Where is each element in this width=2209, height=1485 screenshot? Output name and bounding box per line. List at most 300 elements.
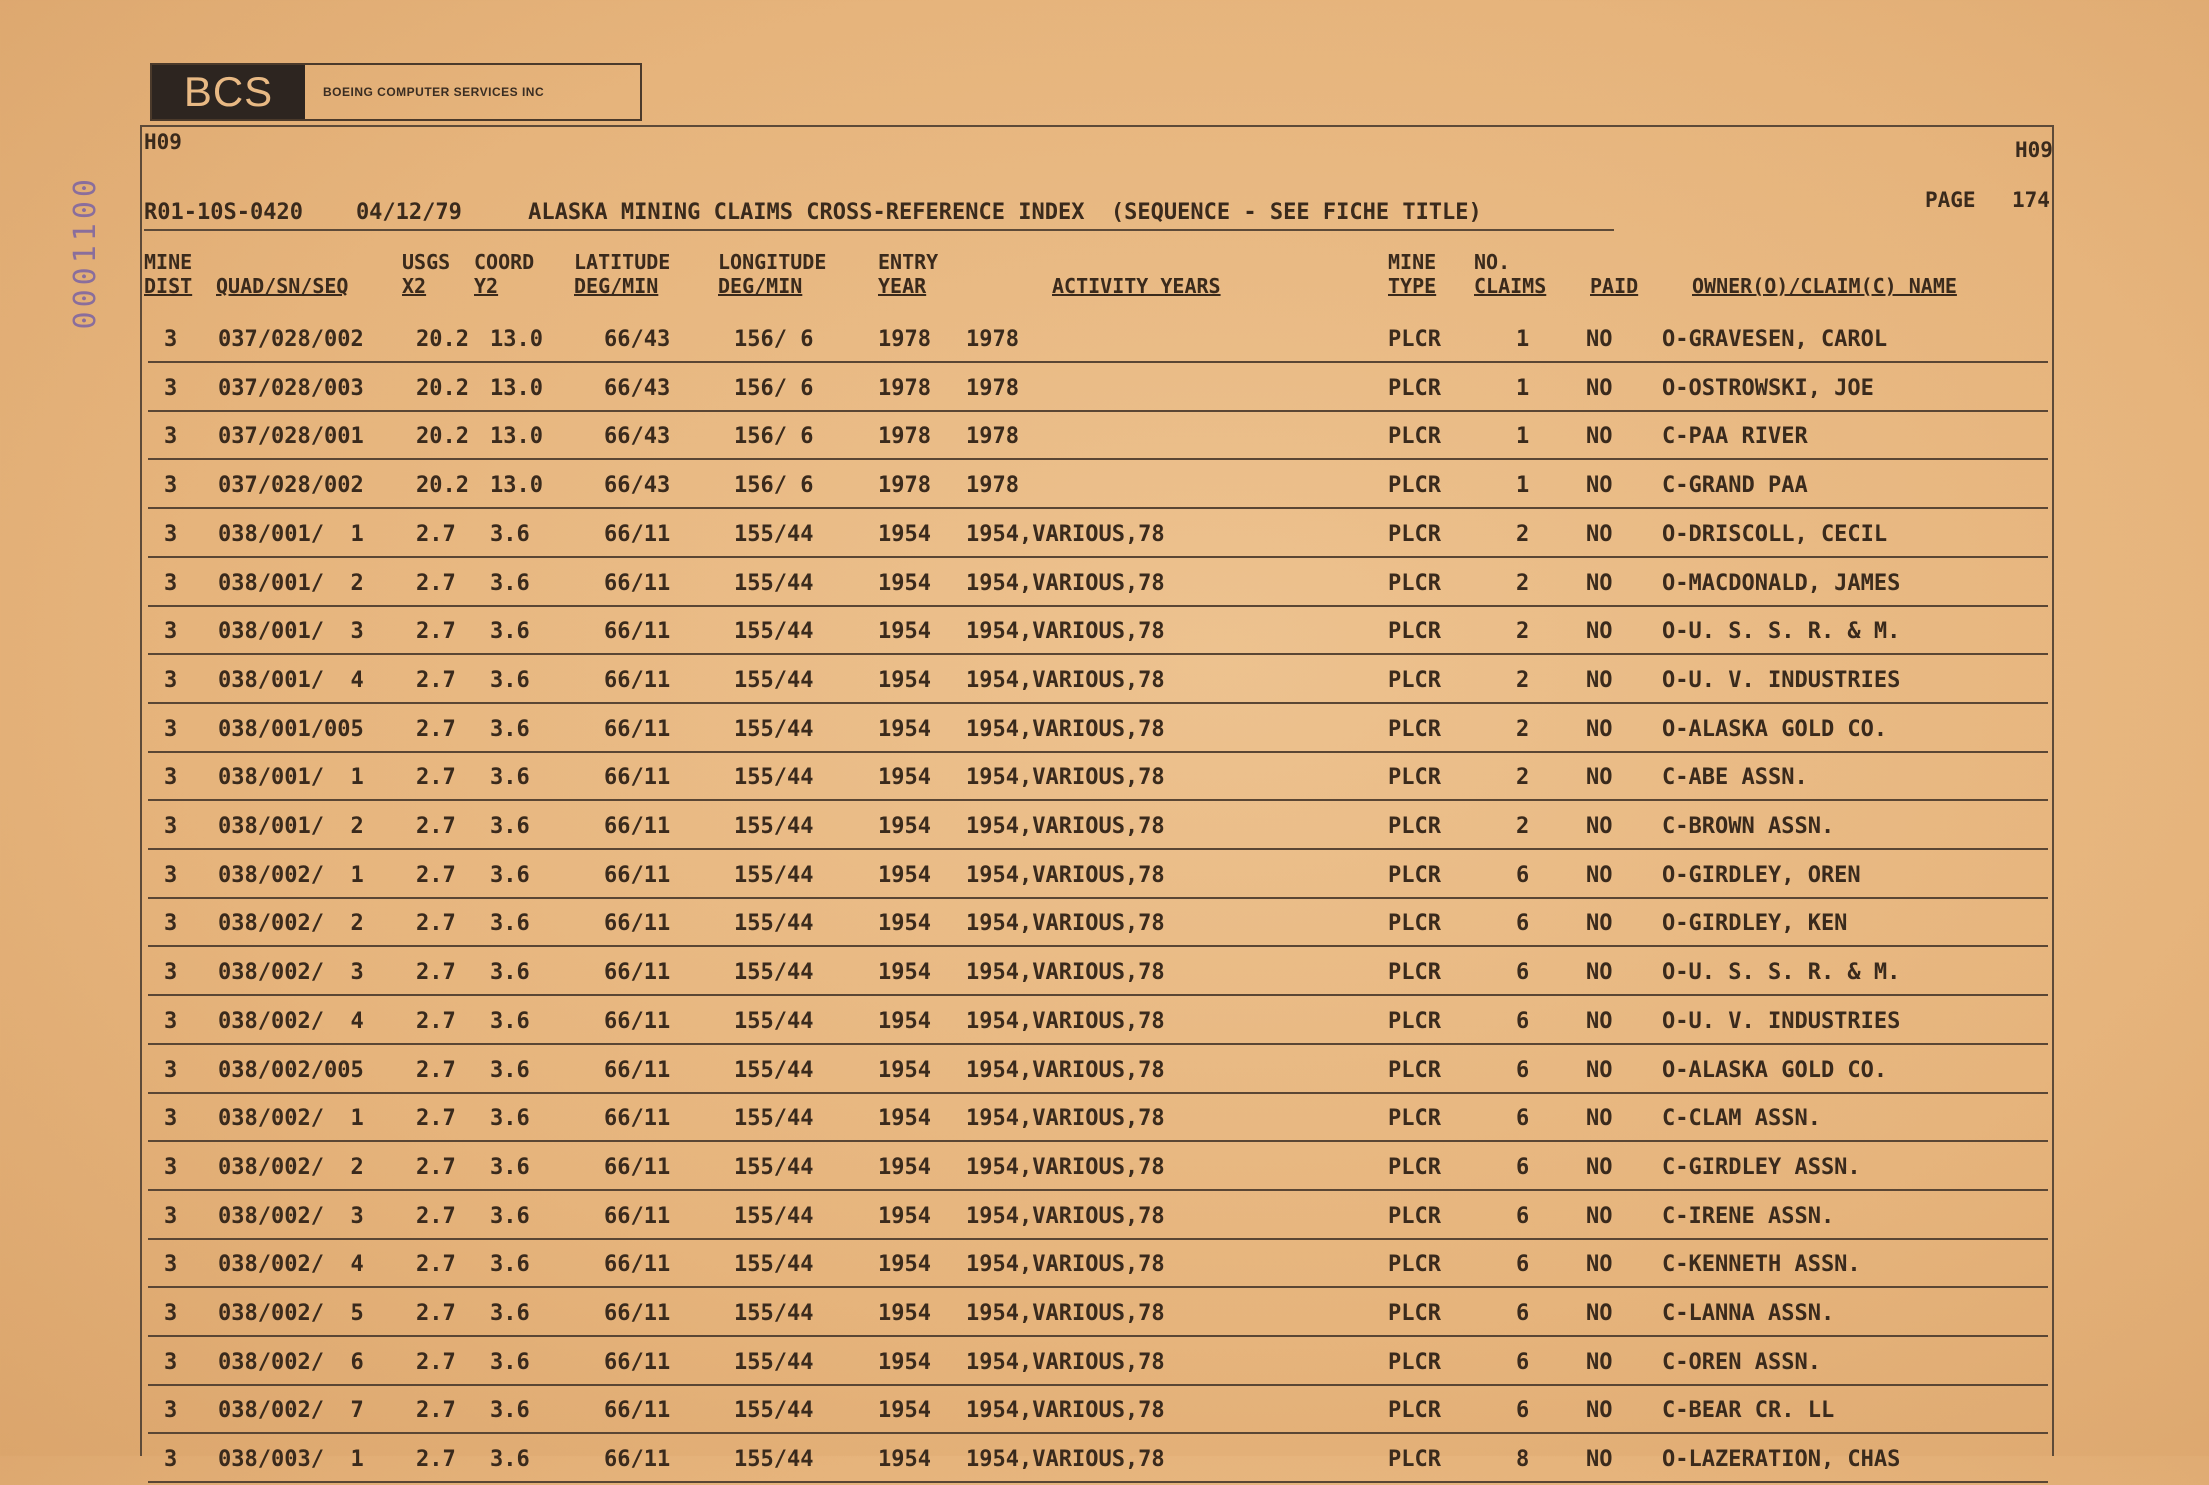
cell-entry: 1954	[878, 1252, 931, 1277]
table-row	[140, 1145, 2054, 1193]
table-row	[140, 950, 2054, 998]
cell-dist: 3	[164, 960, 178, 985]
cell-quad: 037/028/003	[218, 376, 364, 401]
col-head-lon: LONGITUDE DEG/MIN	[718, 250, 827, 298]
cell-activity: 1978	[966, 327, 1019, 352]
cell-dist: 3	[164, 1350, 178, 1375]
cell-x2: 2.7	[416, 863, 456, 888]
page-code-left: H09	[144, 130, 182, 154]
cell-quad: 038/002/ 1	[218, 863, 364, 888]
cell-quad: 038/002/ 4	[218, 1252, 364, 1277]
cell-entry: 1954	[878, 1447, 931, 1472]
cell-lon: 155/44	[734, 1106, 814, 1131]
table-row	[140, 853, 2054, 901]
col-head-paid: PAID	[1590, 274, 1639, 298]
cell-type: PLCR	[1388, 473, 1441, 498]
cell-activity: 1954,VARIOUS,78	[966, 717, 1165, 742]
cell-lon: 155/44	[734, 1155, 814, 1180]
cell-x2: 2.7	[416, 619, 456, 644]
cell-x2: 2.7	[416, 960, 456, 985]
cell-lat: 66/11	[604, 1106, 671, 1131]
cell-dist: 3	[164, 1106, 178, 1131]
cell-x2: 20.2	[416, 424, 469, 449]
cell-activity: 1954,VARIOUS,78	[966, 1350, 1165, 1375]
cell-y2: 3.6	[490, 668, 530, 693]
cell-lat: 66/11	[604, 619, 671, 644]
cell-owner: C-BROWN ASSN.	[1662, 814, 1835, 839]
cell-lat: 66/43	[604, 473, 671, 498]
cell-activity: 1954,VARIOUS,78	[966, 1058, 1165, 1083]
cell-lat: 66/11	[604, 1350, 671, 1375]
cell-activity: 1954,VARIOUS,78	[966, 619, 1165, 644]
cell-claims: 6	[1516, 863, 1530, 888]
cell-type: PLCR	[1388, 1058, 1441, 1083]
cell-type: PLCR	[1388, 863, 1441, 888]
cell-dist: 3	[164, 717, 178, 742]
cell-x2: 2.7	[416, 1252, 456, 1277]
cell-owner: C-OREN ASSN.	[1662, 1350, 1821, 1375]
cell-y2: 3.6	[490, 571, 530, 596]
table-row	[140, 804, 2054, 852]
cell-x2: 20.2	[416, 376, 469, 401]
cell-activity: 1954,VARIOUS,78	[966, 1447, 1165, 1472]
cell-type: PLCR	[1388, 376, 1441, 401]
cell-x2: 2.7	[416, 1009, 456, 1034]
cell-lon: 155/44	[734, 1252, 814, 1277]
cell-lon: 155/44	[734, 911, 814, 936]
cell-dist: 3	[164, 1447, 178, 1472]
table-row	[140, 512, 2054, 560]
row-divider	[148, 945, 2048, 947]
cell-entry: 1954	[878, 1009, 931, 1034]
cell-lon: 156/ 6	[734, 376, 814, 401]
cell-lon: 156/ 6	[734, 424, 814, 449]
col-head-lat: LATITUDE DEG/MIN	[574, 250, 671, 298]
cell-entry: 1954	[878, 1301, 931, 1326]
cell-paid: NO	[1586, 765, 1613, 790]
cell-type: PLCR	[1388, 1447, 1441, 1472]
cell-owner: C-IRENE ASSN.	[1662, 1204, 1835, 1229]
table-row	[140, 609, 2054, 657]
cell-owner: O-GIRDLEY, KEN	[1662, 911, 1848, 936]
cell-quad: 038/002/ 3	[218, 960, 364, 985]
cell-type: PLCR	[1388, 619, 1441, 644]
cell-lat: 66/11	[604, 717, 671, 742]
cell-lon: 155/44	[734, 1350, 814, 1375]
cell-lat: 66/11	[604, 911, 671, 936]
table-row	[140, 1437, 2054, 1485]
cell-type: PLCR	[1388, 814, 1441, 839]
cell-owner: O-GRAVESEN, CAROL	[1662, 327, 1888, 352]
cell-claims: 6	[1516, 1106, 1530, 1131]
title-rule	[144, 229, 1614, 231]
cell-lon: 155/44	[734, 1301, 814, 1326]
cell-entry: 1954	[878, 765, 931, 790]
cell-quad: 037/028/002	[218, 473, 364, 498]
cell-y2: 3.6	[490, 1009, 530, 1034]
cell-owner: O-LAZERATION, CHAS	[1662, 1447, 1901, 1472]
cell-owner: C-GRAND PAA	[1662, 473, 1808, 498]
cell-y2: 3.6	[490, 1350, 530, 1375]
cell-owner: C-ABE ASSN.	[1662, 765, 1808, 790]
cell-paid: NO	[1586, 1009, 1613, 1034]
cell-type: PLCR	[1388, 1350, 1441, 1375]
bcs-logo-subtitle: BOEING COMPUTER SERVICES INC	[323, 85, 545, 99]
row-divider	[148, 361, 2048, 363]
cell-lon: 155/44	[734, 1398, 814, 1423]
table-row	[140, 658, 2054, 706]
cell-owner: O-OSTROWSKI, JOE	[1662, 376, 1874, 401]
cell-activity: 1954,VARIOUS,78	[966, 1106, 1165, 1131]
cell-lat: 66/11	[604, 1155, 671, 1180]
row-divider	[148, 897, 2048, 899]
cell-lat: 66/11	[604, 1447, 671, 1472]
cell-paid: NO	[1586, 1155, 1613, 1180]
row-divider	[148, 848, 2048, 850]
table-row	[140, 561, 2054, 609]
col-head-dist: MINE DIST	[144, 250, 193, 298]
cell-quad: 038/001/ 2	[218, 814, 364, 839]
row-divider	[148, 1189, 2048, 1191]
cell-dist: 3	[164, 571, 178, 596]
cell-claims: 6	[1516, 911, 1530, 936]
cell-claims: 2	[1516, 765, 1530, 790]
cell-x2: 20.2	[416, 327, 469, 352]
cell-y2: 3.6	[490, 765, 530, 790]
cell-x2: 2.7	[416, 717, 456, 742]
report-title: ALASKA MINING CLAIMS CROSS-REFERENCE INDEX (SEQUENCE - SEE FICHE TITLE)	[528, 200, 1482, 225]
cell-lat: 66/11	[604, 571, 671, 596]
cell-claims: 6	[1516, 1204, 1530, 1229]
cell-lon: 155/44	[734, 571, 814, 596]
page-code-right: H09	[2015, 138, 2053, 162]
cell-entry: 1954	[878, 717, 931, 742]
cell-lat: 66/11	[604, 1252, 671, 1277]
col-head-y2: COORD Y2	[474, 250, 535, 298]
cell-owner: C-LANNA ASSN.	[1662, 1301, 1835, 1326]
cell-claims: 6	[1516, 1301, 1530, 1326]
cell-y2: 3.6	[490, 1252, 530, 1277]
cell-lon: 155/44	[734, 814, 814, 839]
cell-claims: 2	[1516, 619, 1530, 644]
cell-claims: 2	[1516, 668, 1530, 693]
cell-paid: NO	[1586, 571, 1613, 596]
cell-lon: 155/44	[734, 522, 814, 547]
cell-lat: 66/43	[604, 376, 671, 401]
cell-entry: 1954	[878, 1204, 931, 1229]
cell-lon: 155/44	[734, 1009, 814, 1034]
cell-type: PLCR	[1388, 522, 1441, 547]
cell-quad: 038/003/ 1	[218, 1447, 364, 1472]
row-divider	[148, 702, 2048, 704]
row-divider	[148, 507, 2048, 509]
cell-paid: NO	[1586, 522, 1613, 547]
cell-x2: 2.7	[416, 1106, 456, 1131]
cell-claims: 2	[1516, 571, 1530, 596]
cell-y2: 3.6	[490, 863, 530, 888]
row-divider	[148, 1286, 2048, 1288]
cell-paid: NO	[1586, 1252, 1613, 1277]
row-divider	[148, 1335, 2048, 1337]
cell-paid: NO	[1586, 1350, 1613, 1375]
cell-paid: NO	[1586, 717, 1613, 742]
table-row	[140, 1194, 2054, 1242]
cell-x2: 2.7	[416, 522, 456, 547]
row-divider	[148, 653, 2048, 655]
cell-entry: 1954	[878, 619, 931, 644]
cell-activity: 1954,VARIOUS,78	[966, 1204, 1165, 1229]
cell-quad: 038/002/ 1	[218, 1106, 364, 1131]
cell-owner: O-U. S. S. R. & M.	[1662, 960, 1901, 985]
cell-paid: NO	[1586, 424, 1613, 449]
cell-activity: 1954,VARIOUS,78	[966, 814, 1165, 839]
cell-x2: 2.7	[416, 1398, 456, 1423]
cell-x2: 2.7	[416, 814, 456, 839]
cell-claims: 6	[1516, 1009, 1530, 1034]
page-label: PAGE	[1925, 188, 1976, 212]
table-row	[140, 755, 2054, 803]
cell-type: PLCR	[1388, 1009, 1441, 1034]
cell-owner: O-U. S. S. R. & M.	[1662, 619, 1901, 644]
row-divider	[148, 1481, 2048, 1483]
cell-owner: C-CLAM ASSN.	[1662, 1106, 1821, 1131]
cell-x2: 2.7	[416, 1447, 456, 1472]
cell-owner: O-MACDONALD, JAMES	[1662, 571, 1901, 596]
cell-lat: 66/11	[604, 1204, 671, 1229]
cell-activity: 1954,VARIOUS,78	[966, 1398, 1165, 1423]
cell-quad: 038/002/ 2	[218, 911, 364, 936]
cell-dist: 3	[164, 424, 178, 449]
col-head-quad: QUAD/SN/SEQ	[216, 274, 349, 298]
cell-dist: 3	[164, 863, 178, 888]
cell-y2: 3.6	[490, 814, 530, 839]
cell-quad: 038/002/ 2	[218, 1155, 364, 1180]
cell-y2: 3.6	[490, 619, 530, 644]
col-head-x2: USGS X2	[402, 250, 451, 298]
cell-type: PLCR	[1388, 668, 1441, 693]
row-divider	[148, 556, 2048, 558]
cell-type: PLCR	[1388, 717, 1441, 742]
cell-activity: 1954,VARIOUS,78	[966, 571, 1165, 596]
cell-activity: 1954,VARIOUS,78	[966, 765, 1165, 790]
cell-dist: 3	[164, 522, 178, 547]
cell-type: PLCR	[1388, 571, 1441, 596]
cell-quad: 038/002/005	[218, 1058, 364, 1083]
table-row	[140, 901, 2054, 949]
cell-paid: NO	[1586, 668, 1613, 693]
cell-quad: 038/001/ 1	[218, 522, 364, 547]
cell-claims: 2	[1516, 814, 1530, 839]
col-head-claims: NO. CLAIMS	[1474, 250, 1547, 298]
cell-claims: 6	[1516, 1155, 1530, 1180]
cell-lon: 156/ 6	[734, 473, 814, 498]
cell-dist: 3	[164, 1252, 178, 1277]
row-divider	[148, 1043, 2048, 1045]
cell-paid: NO	[1586, 814, 1613, 839]
cell-lon: 155/44	[734, 717, 814, 742]
frame-top-border	[140, 125, 2054, 127]
cell-y2: 3.6	[490, 1204, 530, 1229]
cell-quad: 038/002/ 6	[218, 1350, 364, 1375]
page-number: 174	[2012, 188, 2050, 212]
table-row	[140, 463, 2054, 511]
cell-claims: 1	[1516, 424, 1530, 449]
row-divider	[148, 458, 2048, 460]
row-divider	[148, 1092, 2048, 1094]
cell-quad: 037/028/002	[218, 327, 364, 352]
cell-y2: 3.6	[490, 960, 530, 985]
cell-type: PLCR	[1388, 1301, 1441, 1326]
cell-x2: 2.7	[416, 1204, 456, 1229]
report-header	[144, 200, 1482, 225]
table-row	[140, 414, 2054, 462]
cell-dist: 3	[164, 1155, 178, 1180]
cell-owner: C-KENNETH ASSN.	[1662, 1252, 1861, 1277]
cell-dist: 3	[164, 668, 178, 693]
cell-type: PLCR	[1388, 765, 1441, 790]
cell-activity: 1954,VARIOUS,78	[966, 911, 1165, 936]
cell-type: PLCR	[1388, 1155, 1441, 1180]
cell-entry: 1978	[878, 473, 931, 498]
table-row	[140, 317, 2054, 365]
row-divider	[148, 994, 2048, 996]
table-row	[140, 1048, 2054, 1096]
cell-y2: 13.0	[490, 327, 543, 352]
cell-x2: 2.7	[416, 1058, 456, 1083]
cell-claims: 2	[1516, 522, 1530, 547]
cell-type: PLCR	[1388, 1252, 1441, 1277]
bcs-logo	[150, 63, 642, 121]
cell-y2: 3.6	[490, 1398, 530, 1423]
cell-claims: 6	[1516, 1398, 1530, 1423]
cell-y2: 13.0	[490, 473, 543, 498]
cell-owner: C-BEAR CR. LL	[1662, 1398, 1835, 1423]
cell-activity: 1954,VARIOUS,78	[966, 1252, 1165, 1277]
cell-quad: 038/001/ 3	[218, 619, 364, 644]
table-row	[140, 999, 2054, 1047]
cell-claims: 6	[1516, 1058, 1530, 1083]
cell-lat: 66/11	[604, 1058, 671, 1083]
row-divider	[148, 1238, 2048, 1240]
cell-quad: 038/002/ 4	[218, 1009, 364, 1034]
cell-paid: NO	[1586, 473, 1613, 498]
cell-dist: 3	[164, 1301, 178, 1326]
cell-activity: 1954,VARIOUS,78	[966, 960, 1165, 985]
cell-dist: 3	[164, 911, 178, 936]
cell-claims: 6	[1516, 960, 1530, 985]
cell-paid: NO	[1586, 960, 1613, 985]
cell-dist: 3	[164, 473, 178, 498]
cell-quad: 038/002/ 5	[218, 1301, 364, 1326]
cell-y2: 3.6	[490, 522, 530, 547]
cell-y2: 13.0	[490, 424, 543, 449]
cell-lat: 66/11	[604, 960, 671, 985]
cell-y2: 3.6	[490, 1447, 530, 1472]
col-head-owner: OWNER(O)/CLAIM(C) NAME	[1692, 274, 1957, 298]
cell-dist: 3	[164, 1058, 178, 1083]
cell-entry: 1954	[878, 1155, 931, 1180]
cell-entry: 1954	[878, 571, 931, 596]
cell-entry: 1954	[878, 668, 931, 693]
cell-activity: 1954,VARIOUS,78	[966, 522, 1165, 547]
cell-quad: 038/002/ 7	[218, 1398, 364, 1423]
cell-lat: 66/11	[604, 668, 671, 693]
cell-lat: 66/11	[604, 522, 671, 547]
table-row	[140, 1242, 2054, 1290]
row-divider	[148, 1432, 2048, 1434]
cell-lon: 155/44	[734, 960, 814, 985]
cell-y2: 3.6	[490, 911, 530, 936]
report-date: 04/12/79	[355, 200, 462, 225]
cell-lon: 155/44	[734, 765, 814, 790]
cell-claims: 2	[1516, 717, 1530, 742]
cell-lon: 155/44	[734, 863, 814, 888]
fiche-side-number: 0001100	[68, 175, 103, 330]
cell-paid: NO	[1586, 1058, 1613, 1083]
cell-quad: 038/001/ 2	[218, 571, 364, 596]
cell-lat: 66/11	[604, 1398, 671, 1423]
col-head-entry: ENTRY YEAR	[878, 250, 939, 298]
row-divider	[148, 1384, 2048, 1386]
table-row	[140, 1291, 2054, 1339]
cell-lat: 66/11	[604, 1301, 671, 1326]
cell-x2: 2.7	[416, 1155, 456, 1180]
cell-paid: NO	[1586, 1106, 1613, 1131]
cell-owner: O-DRISCOLL, CECIL	[1662, 522, 1888, 547]
cell-owner: O-GIRDLEY, OREN	[1662, 863, 1861, 888]
table-row	[140, 707, 2054, 755]
cell-lat: 66/11	[604, 1009, 671, 1034]
cell-owner: C-PAA RIVER	[1662, 424, 1808, 449]
cell-entry: 1954	[878, 1398, 931, 1423]
cell-activity: 1978	[966, 376, 1019, 401]
cell-quad: 038/002/ 3	[218, 1204, 364, 1229]
cell-entry: 1954	[878, 522, 931, 547]
cell-owner: C-GIRDLEY ASSN.	[1662, 1155, 1861, 1180]
cell-paid: NO	[1586, 1447, 1613, 1472]
cell-entry: 1954	[878, 814, 931, 839]
cell-lat: 66/43	[604, 424, 671, 449]
cell-type: PLCR	[1388, 1204, 1441, 1229]
cell-dist: 3	[164, 327, 178, 352]
cell-type: PLCR	[1388, 327, 1441, 352]
cell-y2: 3.6	[490, 1301, 530, 1326]
cell-dist: 3	[164, 619, 178, 644]
cell-lat: 66/11	[604, 814, 671, 839]
cell-entry: 1978	[878, 376, 931, 401]
cell-quad: 037/028/001	[218, 424, 364, 449]
cell-x2: 2.7	[416, 571, 456, 596]
cell-owner: O-ALASKA GOLD CO.	[1662, 717, 1888, 742]
row-divider	[148, 605, 2048, 607]
cell-type: PLCR	[1388, 424, 1441, 449]
cell-entry: 1954	[878, 863, 931, 888]
cell-dist: 3	[164, 376, 178, 401]
cell-y2: 3.6	[490, 717, 530, 742]
cell-entry: 1954	[878, 960, 931, 985]
cell-activity: 1954,VARIOUS,78	[966, 1301, 1165, 1326]
cell-entry: 1954	[878, 1350, 931, 1375]
table-row	[140, 1096, 2054, 1144]
cell-entry: 1954	[878, 1106, 931, 1131]
cell-lat: 66/11	[604, 863, 671, 888]
cell-paid: NO	[1586, 1398, 1613, 1423]
table-row	[140, 1388, 2054, 1436]
cell-owner: O-U. V. INDUSTRIES	[1662, 668, 1901, 693]
cell-claims: 8	[1516, 1447, 1530, 1472]
cell-quad: 038/001/ 1	[218, 765, 364, 790]
cell-dist: 3	[164, 1398, 178, 1423]
